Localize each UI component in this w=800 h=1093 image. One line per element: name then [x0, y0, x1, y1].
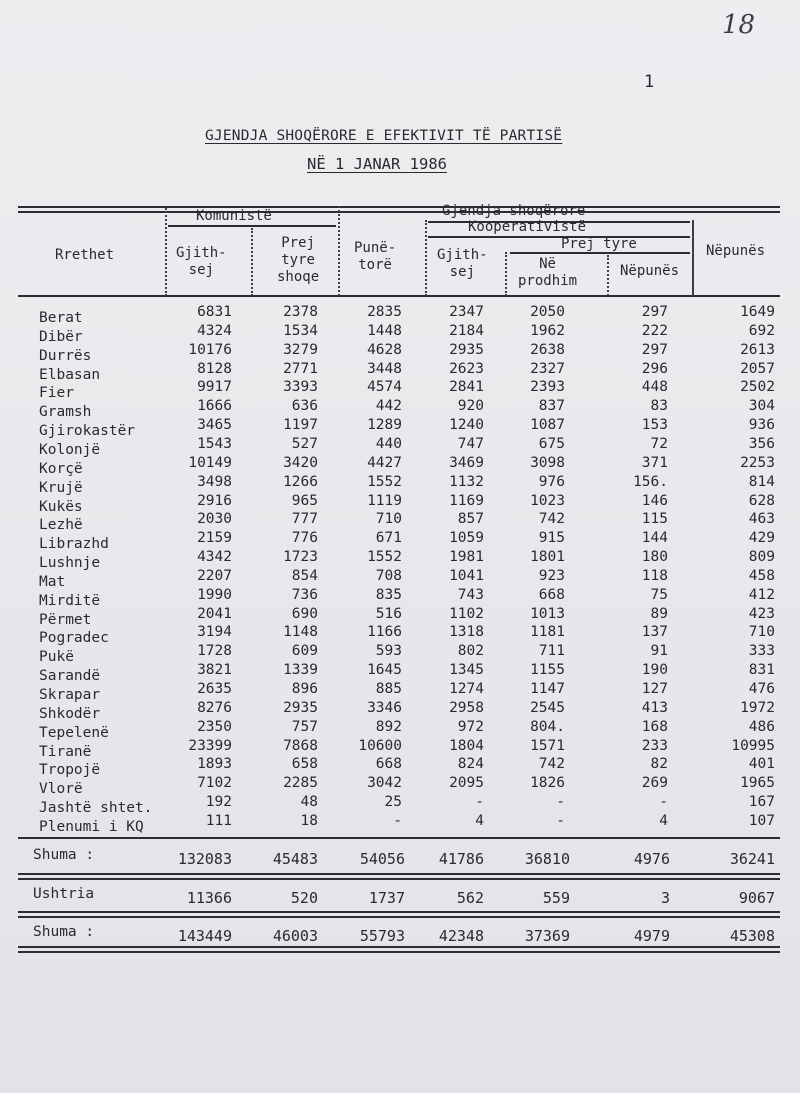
table-cell: 10176: [188, 341, 232, 358]
table-cell: 18: [300, 812, 318, 829]
table-cell: 2935: [449, 341, 484, 358]
table-cell: 2347: [449, 304, 484, 320]
table-cell: 440: [375, 435, 402, 452]
table-cell: 835: [375, 586, 402, 603]
table-cell: 1990: [197, 586, 232, 603]
table-cell: 3465: [197, 417, 232, 434]
table-cell: 1013: [530, 605, 565, 622]
table-cell: 463: [748, 511, 775, 528]
table-cell: 190: [641, 662, 668, 679]
table-cell: 923: [538, 567, 565, 584]
table-cell: 401: [748, 756, 775, 773]
table-cell: 804.: [530, 718, 565, 735]
table-cell: -: [556, 794, 565, 811]
table-cell: 153: [641, 417, 668, 434]
table-cell: 1965: [740, 775, 775, 792]
table-cell: 72: [650, 435, 668, 452]
table-cell: 1166: [367, 624, 402, 641]
table-cell: 1023: [530, 492, 565, 509]
table-cell: 4342: [197, 549, 232, 566]
table-top-rule-2: [18, 211, 780, 213]
totals-cell: 54056: [359, 850, 405, 868]
header-komuniste: Komunistë: [196, 208, 272, 224]
table-cell: 168: [641, 718, 668, 735]
table-cell: 896: [291, 681, 318, 697]
totals-label: Shuma :: [33, 847, 95, 863]
table-top-rule: [18, 206, 780, 208]
table-cell: 1534: [283, 322, 318, 339]
header-nepunes-sub: Nëpunës: [620, 263, 680, 279]
district-name: Gramsh: [39, 404, 92, 421]
table-cell: 2285: [283, 775, 318, 792]
table-cell: 9917: [197, 379, 232, 396]
table-cell: 127: [641, 681, 668, 697]
table-cell: 1266: [283, 473, 318, 490]
col-divider: [425, 220, 427, 296]
table-cell: 1318: [449, 624, 484, 641]
table-cell: 1041: [449, 567, 484, 584]
table-cell: 708: [375, 567, 402, 584]
table-cell: 1645: [367, 662, 402, 679]
table-cell: 412: [748, 586, 775, 603]
page-number: 1: [644, 72, 655, 92]
header-nepunes: Nëpunës: [706, 243, 766, 259]
col-divider: [505, 252, 507, 296]
totals-rule: [18, 837, 780, 839]
district-name: Kukës: [39, 498, 83, 515]
district-name: Elbasan: [39, 366, 101, 383]
table-cell: 269: [641, 775, 668, 792]
header-gjithsej-koop: Gjith- sej: [437, 247, 488, 280]
table-cell: 1119: [367, 492, 402, 509]
table-cell: 2545: [530, 699, 565, 716]
table-cell: 972: [457, 718, 484, 735]
district-name: Pukë: [39, 649, 74, 666]
table-cell: 23399: [188, 737, 232, 754]
table-cell: 885: [375, 681, 402, 697]
table-cell: 516: [375, 605, 402, 622]
table-cell: 824: [457, 756, 484, 773]
district-name: Kolonjë: [39, 441, 101, 458]
table-cell: 2935: [283, 699, 318, 716]
table-cell: 711: [538, 643, 565, 660]
totals-cell: 4979: [633, 927, 670, 945]
header-kooperativiste: Kooperativistë: [468, 219, 587, 235]
table-cell: 1962: [530, 322, 565, 339]
district-name: Berat: [39, 310, 83, 326]
table-cell: -: [556, 812, 565, 829]
table-cell: 1148: [283, 624, 318, 641]
totals-cell: 55793: [359, 927, 405, 945]
district-name: Fier: [39, 385, 74, 402]
table-cell: 757: [291, 718, 318, 735]
district-name: Korçë: [39, 460, 83, 477]
table-cell: 423: [748, 605, 775, 622]
table-cell: 1972: [740, 699, 775, 716]
totals-cell: 143449: [177, 927, 232, 945]
table-cell: 710: [748, 624, 775, 641]
table-cell: 2350: [197, 718, 232, 735]
header-gjithsej: Gjith- sej: [176, 245, 227, 278]
header-ne-prodhim: Në prodhim: [518, 256, 578, 289]
table-cell: 1801: [530, 549, 565, 566]
table-cell: 1552: [367, 549, 402, 566]
table-cell: 8128: [197, 360, 232, 377]
district-name: Tropojë: [39, 762, 101, 779]
table-cell: 915: [538, 530, 565, 547]
table-cell: 144: [641, 530, 668, 547]
table-cell: 3346: [367, 699, 402, 716]
totals-rule: [18, 916, 780, 918]
table-cell: 233: [641, 737, 668, 754]
table-cell: 3420: [283, 454, 318, 471]
table-cell: 413: [641, 699, 668, 716]
district-name: Gjirokastër: [39, 423, 136, 440]
table-cell: 776: [291, 530, 318, 547]
table-cell: 2771: [283, 360, 318, 377]
table-cell: 356: [748, 435, 775, 452]
table-cell: 2958: [449, 699, 484, 716]
table-cell: 3098: [530, 454, 565, 471]
table-cell: 91: [650, 643, 668, 660]
district-name: Vlorë: [39, 781, 83, 798]
table-cell: 2030: [197, 511, 232, 528]
table-cell: 658: [291, 756, 318, 773]
table-cell: 1728: [197, 643, 232, 660]
table-cell: 4628: [367, 341, 402, 358]
district-name: Pogradec: [39, 630, 109, 647]
table-cell: 146: [641, 492, 668, 509]
header-bottom-rule: [18, 295, 780, 297]
totals-cell: 36810: [524, 850, 570, 868]
table-cell: 137: [641, 624, 668, 641]
table-cell: 4427: [367, 454, 402, 471]
table-cell: 690: [291, 605, 318, 622]
col-divider: [692, 220, 694, 296]
table-cell: 636: [291, 398, 318, 415]
col-divider: [165, 208, 167, 296]
table-cell: 1132: [449, 473, 484, 490]
district-name: Shkodër: [39, 705, 101, 722]
table-cell: 75: [650, 586, 668, 603]
table-cell: 2207: [197, 567, 232, 584]
table-cell: 1147: [530, 681, 565, 697]
table-cell: 2613: [740, 341, 775, 358]
table-cell: 2327: [530, 360, 565, 377]
table-cell: 10995: [731, 737, 775, 754]
table-cell: 668: [375, 756, 402, 773]
district-name: Përmet: [39, 611, 92, 628]
table-cell: 7102: [197, 775, 232, 792]
table-cell: 965: [291, 492, 318, 509]
table-cell: 1571: [530, 737, 565, 754]
district-name: Librazhd: [39, 536, 109, 553]
table-cell: 671: [375, 530, 402, 547]
table-cell: 10149: [188, 454, 232, 471]
komuniste-underline: [168, 225, 336, 227]
table-cell: 6831: [197, 304, 232, 320]
table-cell: 3279: [283, 341, 318, 358]
table-cell: 1723: [283, 549, 318, 566]
table-cell: 1197: [283, 417, 318, 434]
table-cell: 675: [538, 435, 565, 452]
totals-cell: 559: [542, 889, 570, 907]
totals-cell: 42348: [438, 927, 484, 945]
table-cell: 747: [457, 435, 484, 452]
table-cell: 809: [748, 549, 775, 566]
table-cell: 609: [291, 643, 318, 660]
totals-cell: 45308: [729, 927, 775, 945]
table-cell: 156.: [633, 473, 668, 490]
table-cell: 1059: [449, 530, 484, 547]
table-cell: 107: [748, 812, 775, 829]
table-cell: 743: [457, 586, 484, 603]
header-prej-tyre: Prej tyre: [561, 236, 637, 252]
table-cell: 628: [748, 492, 775, 509]
table-cell: 25: [384, 794, 402, 811]
table-cell: 297: [641, 341, 668, 358]
totals-rule: [18, 946, 780, 948]
table-cell: 4574: [367, 379, 402, 396]
totals-cell: 9067: [738, 889, 775, 907]
table-cell: 976: [538, 473, 565, 490]
table-cell: 222: [641, 322, 668, 339]
table-cell: 118: [641, 567, 668, 584]
table-cell: 4324: [197, 322, 232, 339]
table-cell: 920: [457, 398, 484, 415]
district-name: Lezhë: [39, 517, 83, 534]
table-cell: 2184: [449, 322, 484, 339]
totals-cell: 4976: [633, 850, 670, 868]
district-name: Mirditë: [39, 592, 101, 609]
table-cell: 48: [300, 794, 318, 811]
table-cell: 296: [641, 360, 668, 377]
table-cell: 1666: [197, 398, 232, 415]
table-cell: 192: [205, 794, 232, 811]
table-cell: 429: [748, 530, 775, 547]
table-cell: 304: [748, 398, 775, 415]
table-cell: 333: [748, 643, 775, 660]
table-cell: 2502: [740, 379, 775, 396]
totals-cell: 11366: [186, 889, 232, 907]
table-cell: 297: [641, 304, 668, 320]
table-cell: 527: [291, 435, 318, 452]
totals-label: Shuma :: [33, 924, 95, 940]
table-cell: 936: [748, 417, 775, 434]
table-cell: 2095: [449, 775, 484, 792]
totals-rule: [18, 873, 780, 875]
table-cell: 1826: [530, 775, 565, 792]
table-cell: -: [393, 812, 402, 829]
district-name: Lushnje: [39, 555, 101, 572]
district-name: Krujë: [39, 479, 83, 496]
prej-tyre-underline: [510, 252, 690, 254]
table-cell: 7868: [283, 737, 318, 754]
table-cell: 837: [538, 398, 565, 415]
col-divider: [251, 228, 253, 296]
table-cell: 2623: [449, 360, 484, 377]
table-cell: 2050: [530, 304, 565, 320]
table-cell: 1345: [449, 662, 484, 679]
table-cell: 167: [748, 794, 775, 811]
col-divider: [607, 255, 609, 296]
table-cell: 736: [291, 586, 318, 603]
table-cell: -: [659, 794, 668, 811]
table-cell: 115: [641, 511, 668, 528]
table-cell: 458: [748, 567, 775, 584]
table-cell: 854: [291, 567, 318, 584]
table-cell: 371: [641, 454, 668, 471]
table-cell: 3393: [283, 379, 318, 396]
totals-cell: 1737: [368, 889, 405, 907]
table-cell: 1981: [449, 549, 484, 566]
table-cell: 486: [748, 718, 775, 735]
table-cell: 3821: [197, 662, 232, 679]
table-cell: 2835: [367, 304, 402, 320]
table-cell: 1339: [283, 662, 318, 679]
table-cell: 593: [375, 643, 402, 660]
table-cell: 1181: [530, 624, 565, 641]
table-cell: 1552: [367, 473, 402, 490]
header-gjendja-shoqerore: Gjendja shoqërore: [442, 203, 586, 219]
table-cell: 3498: [197, 473, 232, 490]
table-cell: 83: [650, 398, 668, 415]
totals-cell: 562: [456, 889, 484, 907]
district-name: Mat: [39, 573, 66, 590]
table-cell: 831: [748, 662, 775, 679]
header-rrethet: Rrethet: [55, 247, 115, 263]
table-cell: 2635: [197, 681, 232, 697]
table-cell: 2159: [197, 530, 232, 547]
district-name: Jashtë shtet.: [39, 800, 153, 817]
district-name: Durrës: [39, 347, 92, 364]
table-cell: 2841: [449, 379, 484, 396]
table-cell: 2253: [740, 454, 775, 471]
table-cell: 4: [475, 812, 484, 829]
table-cell: 802: [457, 643, 484, 660]
table-cell: 8276: [197, 699, 232, 716]
table-cell: 1289: [367, 417, 402, 434]
district-name: Tiranë: [39, 743, 92, 760]
table-cell: 442: [375, 398, 402, 415]
table-cell: 742: [538, 756, 565, 773]
header-prej-tyre-shoqe: Prej tyre shoqe: [277, 235, 320, 285]
district-name: Skrapar: [39, 687, 101, 703]
district-name: Dibër: [39, 328, 83, 345]
table-cell: -: [475, 794, 484, 811]
totals-cell: 3: [660, 889, 670, 907]
handwritten-page-number: 18: [722, 10, 756, 40]
table-cell: 2057: [740, 360, 775, 377]
kooperativiste-underline: [428, 236, 690, 238]
district-name: Plenumi i KQ: [39, 818, 144, 835]
table-cell: 448: [641, 379, 668, 396]
table-cell: 814: [748, 473, 775, 490]
totals-cell: 45483: [272, 850, 318, 868]
table-cell: 10600: [358, 737, 402, 754]
table-cell: 180: [641, 549, 668, 566]
district-name: Tepelenë: [39, 724, 109, 741]
totals-label: Ushtria: [33, 886, 95, 902]
col-divider: [338, 206, 340, 296]
document-subtitle: NË 1 JANAR 1986: [307, 155, 447, 173]
table-cell: 1087: [530, 417, 565, 434]
table-cell: 2378: [283, 304, 318, 320]
totals-cell: 37369: [524, 927, 570, 945]
totals-cell: 41786: [438, 850, 484, 868]
table-cell: 1893: [197, 756, 232, 773]
document-title: GJENDJA SHOQËRORE E EFEKTIVIT TË PARTISË: [205, 128, 563, 144]
table-cell: 476: [748, 681, 775, 697]
table-cell: 892: [375, 718, 402, 735]
table-cell: 2638: [530, 341, 565, 358]
header-punetore: Punë- torë: [354, 240, 397, 273]
table-cell: 2916: [197, 492, 232, 509]
table-cell: 3469: [449, 454, 484, 471]
totals-cell: 520: [290, 889, 318, 907]
table-cell: 668: [538, 586, 565, 603]
totals-cell: 46003: [272, 927, 318, 945]
table-cell: 4: [659, 812, 668, 829]
table-cell: 89: [650, 605, 668, 622]
table-cell: 1240: [449, 417, 484, 434]
table-cell: 710: [375, 511, 402, 528]
district-name: Sarandë: [39, 668, 101, 685]
table-cell: 1448: [367, 322, 402, 339]
totals-rule: [18, 911, 780, 913]
totals-cell: 132083: [177, 850, 232, 868]
table-cell: 111: [205, 812, 232, 829]
table-cell: 742: [538, 511, 565, 528]
table-cell: 3194: [197, 624, 232, 641]
table-cell: 3448: [367, 360, 402, 377]
table-cell: 2393: [530, 379, 565, 396]
table-cell: 1169: [449, 492, 484, 509]
table-cell: 1274: [449, 681, 484, 697]
table-cell: 2041: [197, 605, 232, 622]
table-cell: 3042: [367, 775, 402, 792]
table-cell: 1155: [530, 662, 565, 679]
totals-rule: [18, 878, 780, 880]
table-cell: 1804: [449, 737, 484, 754]
table-cell: 1102: [449, 605, 484, 622]
table-cell: 777: [291, 511, 318, 528]
table-cell: 1649: [740, 304, 775, 320]
table-cell: 692: [748, 322, 775, 339]
table-cell: 82: [650, 756, 668, 773]
totals-cell: 36241: [729, 850, 775, 868]
table-cell: 857: [457, 511, 484, 528]
totals-rule: [18, 951, 780, 953]
table-cell: 1543: [197, 435, 232, 452]
